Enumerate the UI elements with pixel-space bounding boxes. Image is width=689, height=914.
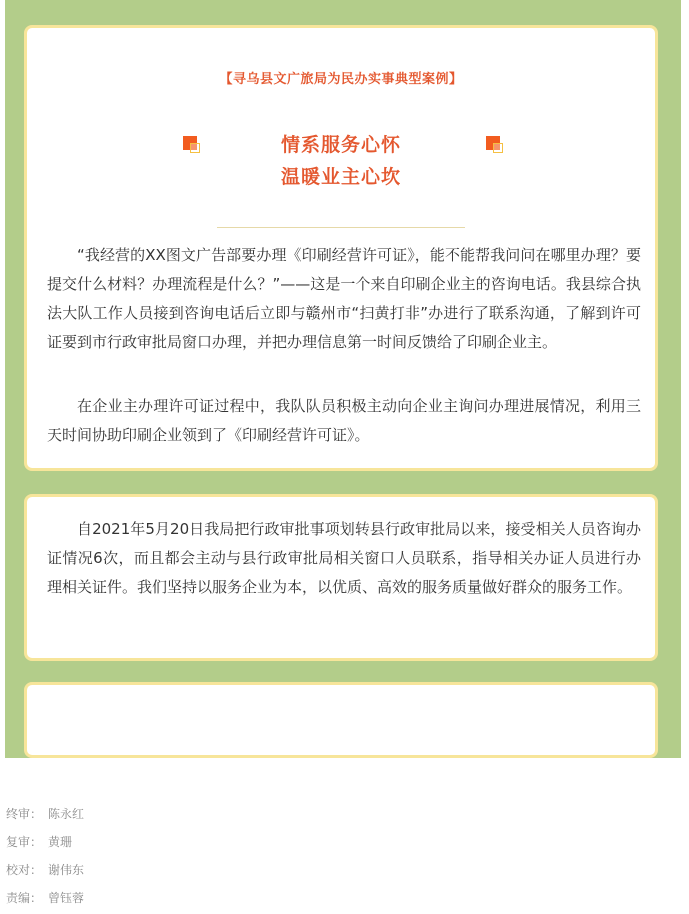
headline-line-1: 情系服务心怀 xyxy=(280,134,401,156)
article-card-intro xyxy=(24,25,658,471)
headline-line-2: 温暖业主心坎 xyxy=(280,166,401,188)
paragraph-assistance: 在企业主办理许可证过程中，我队队员积极主动向企业主询问办理进展情况，利用三天时间协助印刷企业领到了《印刷经营许可证》。 xyxy=(47,397,641,444)
article-card-summary xyxy=(24,494,658,661)
credits-block xyxy=(6,800,84,912)
paragraph-summary: 自2021年5月20日我局把行政审批事项划转县行政审批局以来，接受相关人员咨询办证情况6次，而且都会主动与县行政审批局相关窗口人员联系，指导相关办证人员进行办理相关证件。我们坚持以服务企业为本，以优质、高效的服务质量做好群众的服务工作。 xyxy=(47,520,641,596)
credit-final-review: 终审： 陈永红 xyxy=(6,807,85,821)
credit-proofreader: 校对： 谢伟东 xyxy=(6,863,85,877)
title-divider xyxy=(217,227,465,228)
credit-second-review: 复审： 黄珊 xyxy=(6,835,73,849)
paragraph-consultation: “我经营的XX图文广告部要办理《印刷经营许可证》，能不能帮我问问在哪里办理？要提交什么材料？办理流程是什么？”——这是一个来自印刷企业主的咨询电话。我县综合执法大队工作人员接到咨询电话后立即与赣州市“扫黄打非”办进行了联系沟通，了解到许可证要到市行政审批局窗口办理，并把办理信息第一时间反馈给了印刷企业主。 xyxy=(47,246,641,351)
credit-editor: 责编： 曾钰蓉 xyxy=(6,891,85,905)
article-subtitle: 【寻乌县文广旅局为民办实事典型案例】 xyxy=(219,72,463,87)
article-card-empty xyxy=(24,682,658,758)
